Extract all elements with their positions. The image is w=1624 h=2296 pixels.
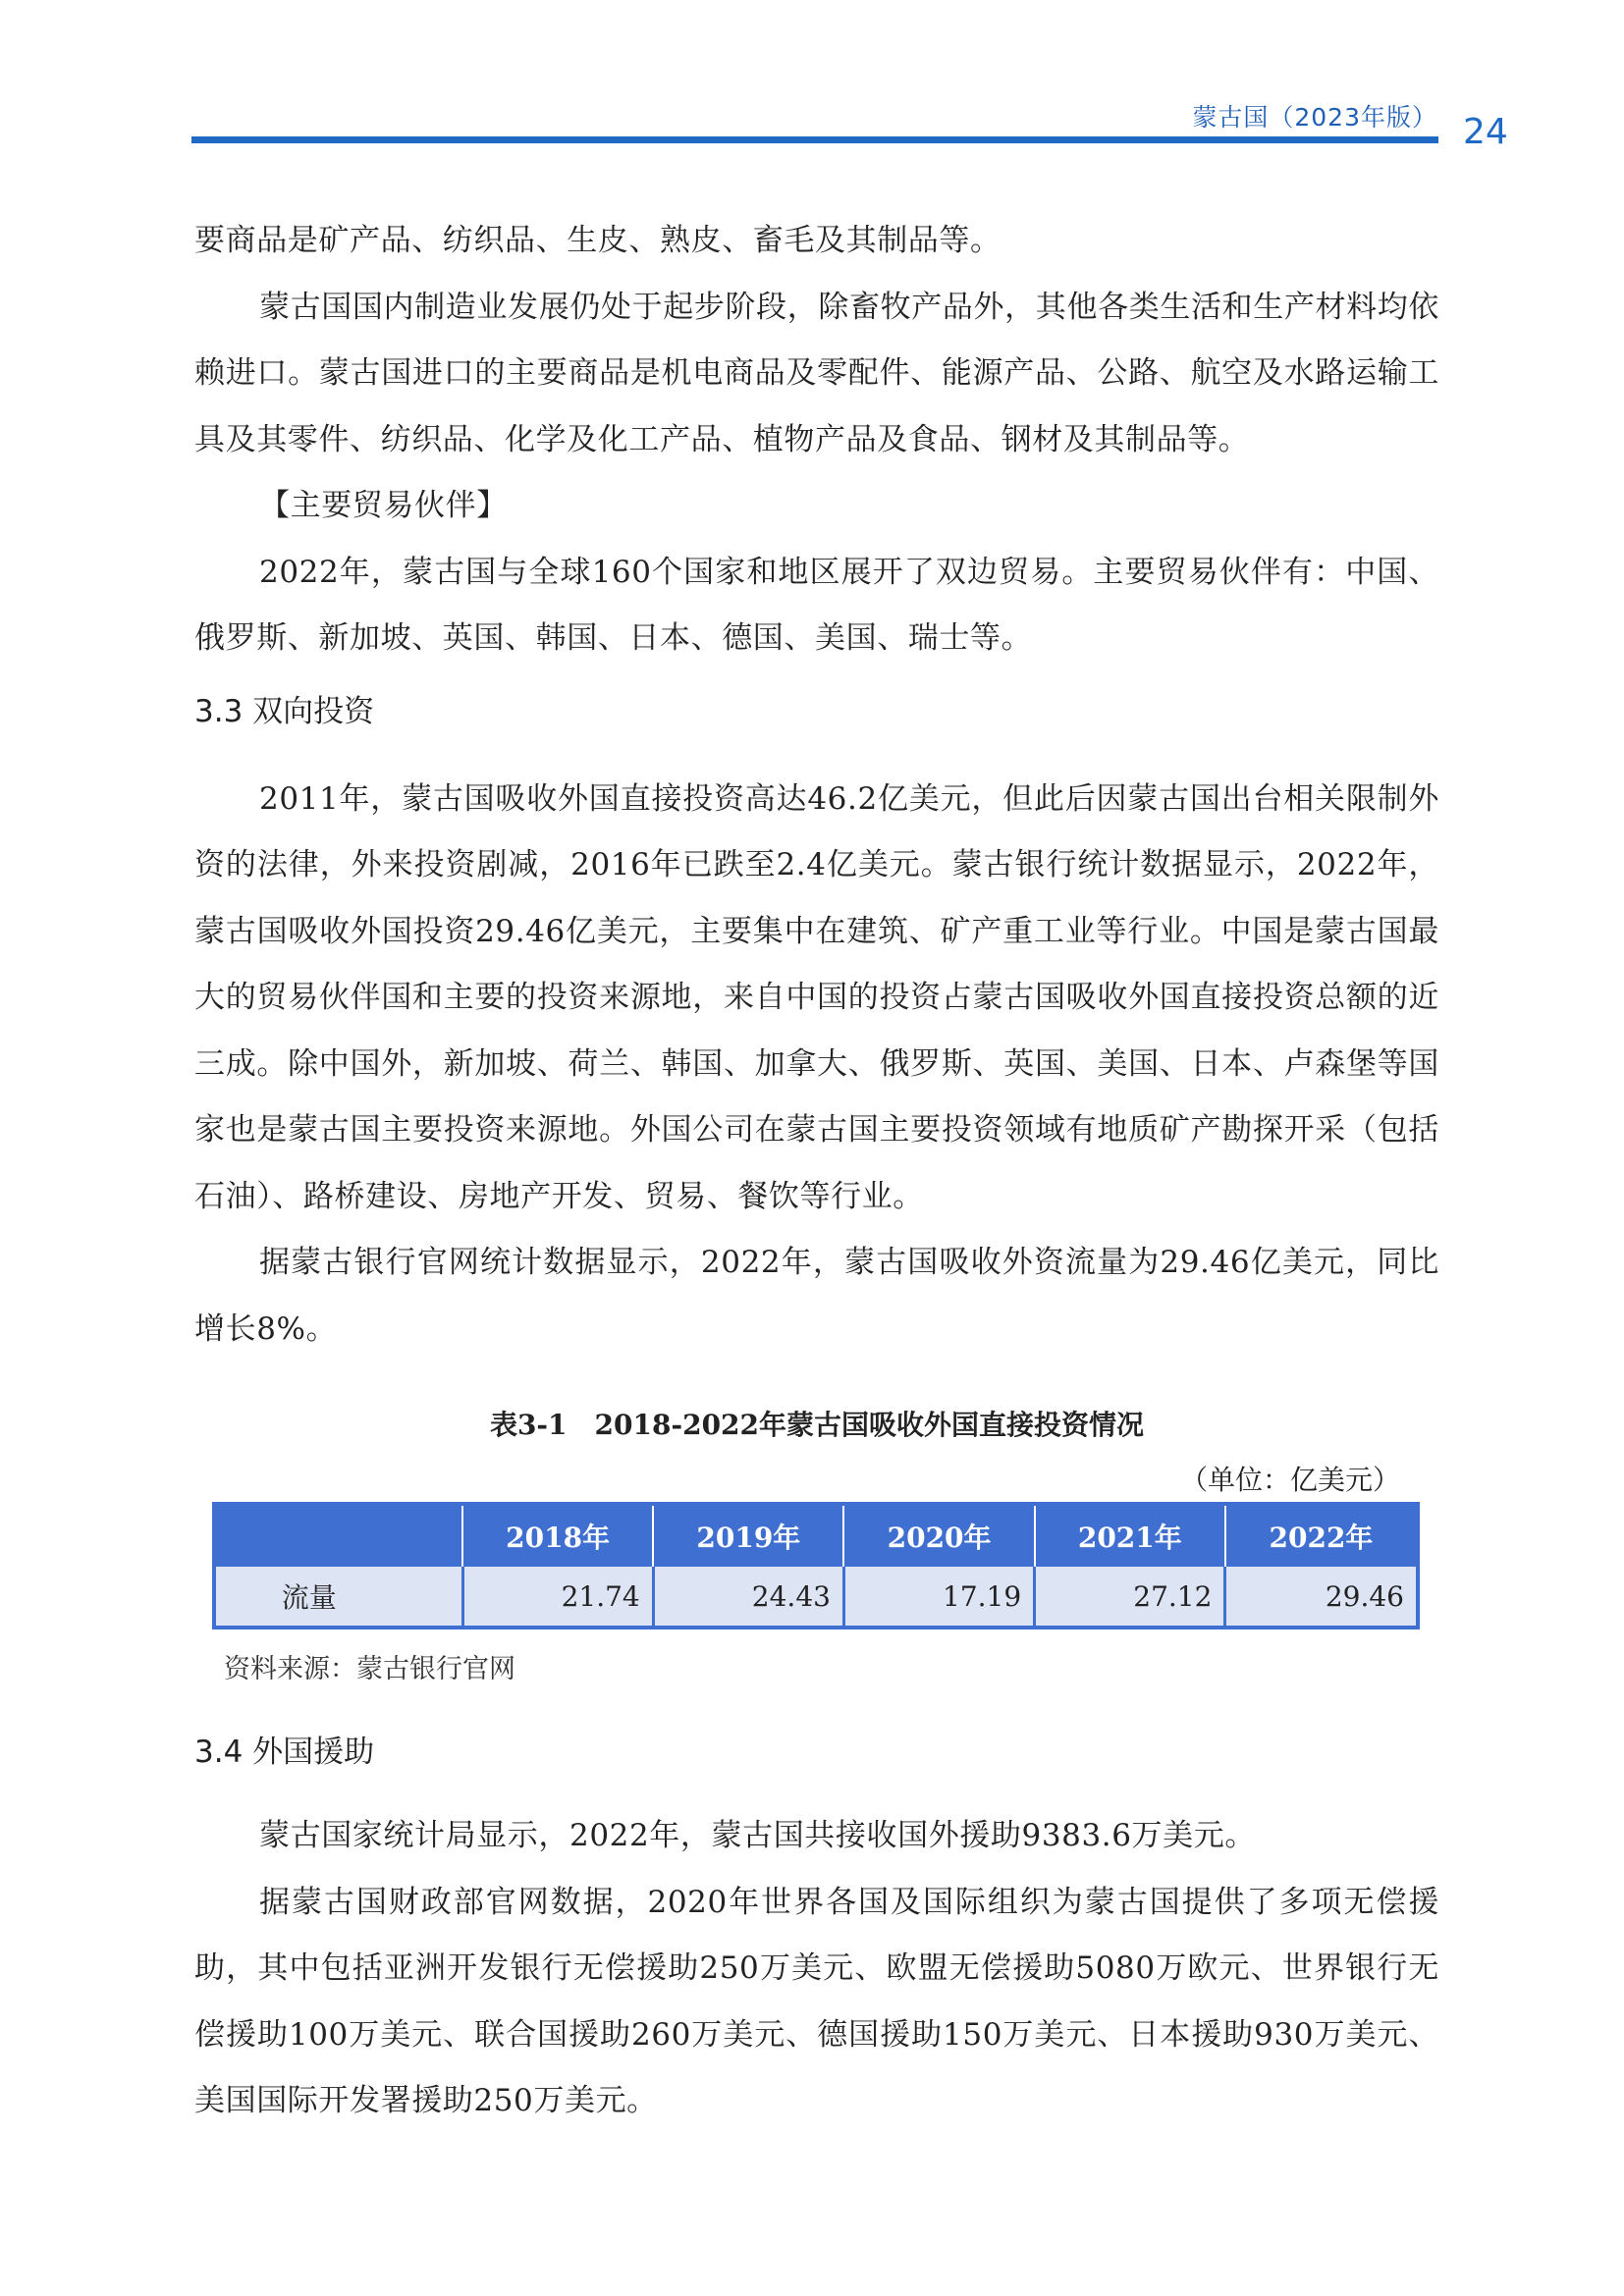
table-unit: （单位：亿美元） <box>1179 1464 1400 1496</box>
paragraph-imports: 蒙古国国内制造业发展仍处于起步阶段，除畜牧产品外，其他各类生活和生产材料均依赖进口。蒙古国进口的主要商品是机电商品及零配件、能源产品、公路、航空及水路运输工具及其零件、纺织品、化学及化工产品、植物产品及食品、钢材及其制品等。 <box>194 289 1439 457</box>
header-title: 蒙古国（2023年版） <box>1192 103 1437 132</box>
table-header-2018: 2018年 <box>462 1504 653 1567</box>
subheading-trade-partners: 【主要贸易伙伴】 <box>259 488 508 523</box>
table-header-2020: 2020年 <box>843 1504 1034 1567</box>
table-source: 资料来源：蒙古银行官网 <box>224 1654 515 1684</box>
paragraph-trade-partners: 2022年，蒙古国与全球160个国家和地区展开了双边贸易。主要贸易伙伴有：中国、俄罗斯、新加坡、英国、韩国、日本、德国、美国、瑞士等。 <box>194 554 1439 656</box>
table-cell-2022: 29.46 <box>1225 1567 1418 1628</box>
table-cell-2021: 27.12 <box>1035 1567 1225 1628</box>
table-caption: 表3-1 2018-2022年蒙古国吸收外国直接投资情况 <box>489 1409 1145 1441</box>
table-header-2022: 2022年 <box>1225 1504 1418 1567</box>
section-heading-investment: 3.3 双向投资 <box>194 693 375 729</box>
paragraph-investment-flow: 据蒙古银行官网统计数据显示，2022年，蒙古国吸收外资流量为29.46亿美元，同比增长8%。 <box>194 1245 1439 1347</box>
paragraph-aid-details: 据蒙古国财政部官网数据，2020年世界各国及国际组织为蒙古国提供了多项无偿援助，其中包括亚洲开发银行无偿援助250万美元、欧盟无偿援助5080万欧元、世界银行无偿援助100万美元、联合国援助260万美元、德国援助150万美元、日本援助930万美元、美国国际开发署援助250万美元。 <box>194 1884 1439 2118</box>
table-header-row <box>214 1504 1418 1567</box>
header-rule <box>191 136 1438 143</box>
table-row <box>214 1567 1418 1628</box>
table-header-2019: 2019年 <box>653 1504 843 1567</box>
paragraph-exports-continued: 要商品是矿产品、纺织品、生皮、熟皮、畜毛及其制品等。 <box>194 223 1001 258</box>
page-number: 24 <box>1463 112 1508 152</box>
paragraph-aid-total: 蒙古国家统计局显示，2022年，蒙古国共接收国外援助9383.6万美元。 <box>259 1818 1256 1853</box>
table-cell-2020: 17.19 <box>843 1567 1034 1628</box>
table-header-2021: 2021年 <box>1035 1504 1225 1567</box>
table-cell-2018: 21.74 <box>462 1567 653 1628</box>
table-header-blank <box>214 1504 462 1567</box>
section-heading-foreign-aid: 3.4 外国援助 <box>194 1735 375 1770</box>
paragraph-investment: 2011年，蒙古国吸收外国直接投资高达46.2亿美元，但此后因蒙古国出台相关限制外资的法律，外来投资剧减，2016年已跌至2.4亿美元。蒙古银行统计数据显示，2022年，蒙古国吸收外国投资29.46亿美元，主要集中在建筑、矿产重工业等行业。中国是蒙古国最大的贸易伙伴国和主要的投资来源地，来自中国的投资占蒙古国吸收外国直接投资总额的近三成。除中国外，新加坡、荷兰、韩国、加拿大、俄罗斯、英国、美国、日本、卢森堡等国家也是蒙古国主要投资来源地。外国公司在蒙古国主要投资领域有地质矿产勘探开采（包括石油）、路桥建设、房地产开发、贸易、餐饮等行业。 <box>194 780 1439 1214</box>
table-cell-2019: 24.43 <box>653 1567 843 1628</box>
fdi-table <box>212 1502 1420 1629</box>
document-body <box>194 208 1439 2135</box>
table-row-label: 流量 <box>214 1567 462 1628</box>
